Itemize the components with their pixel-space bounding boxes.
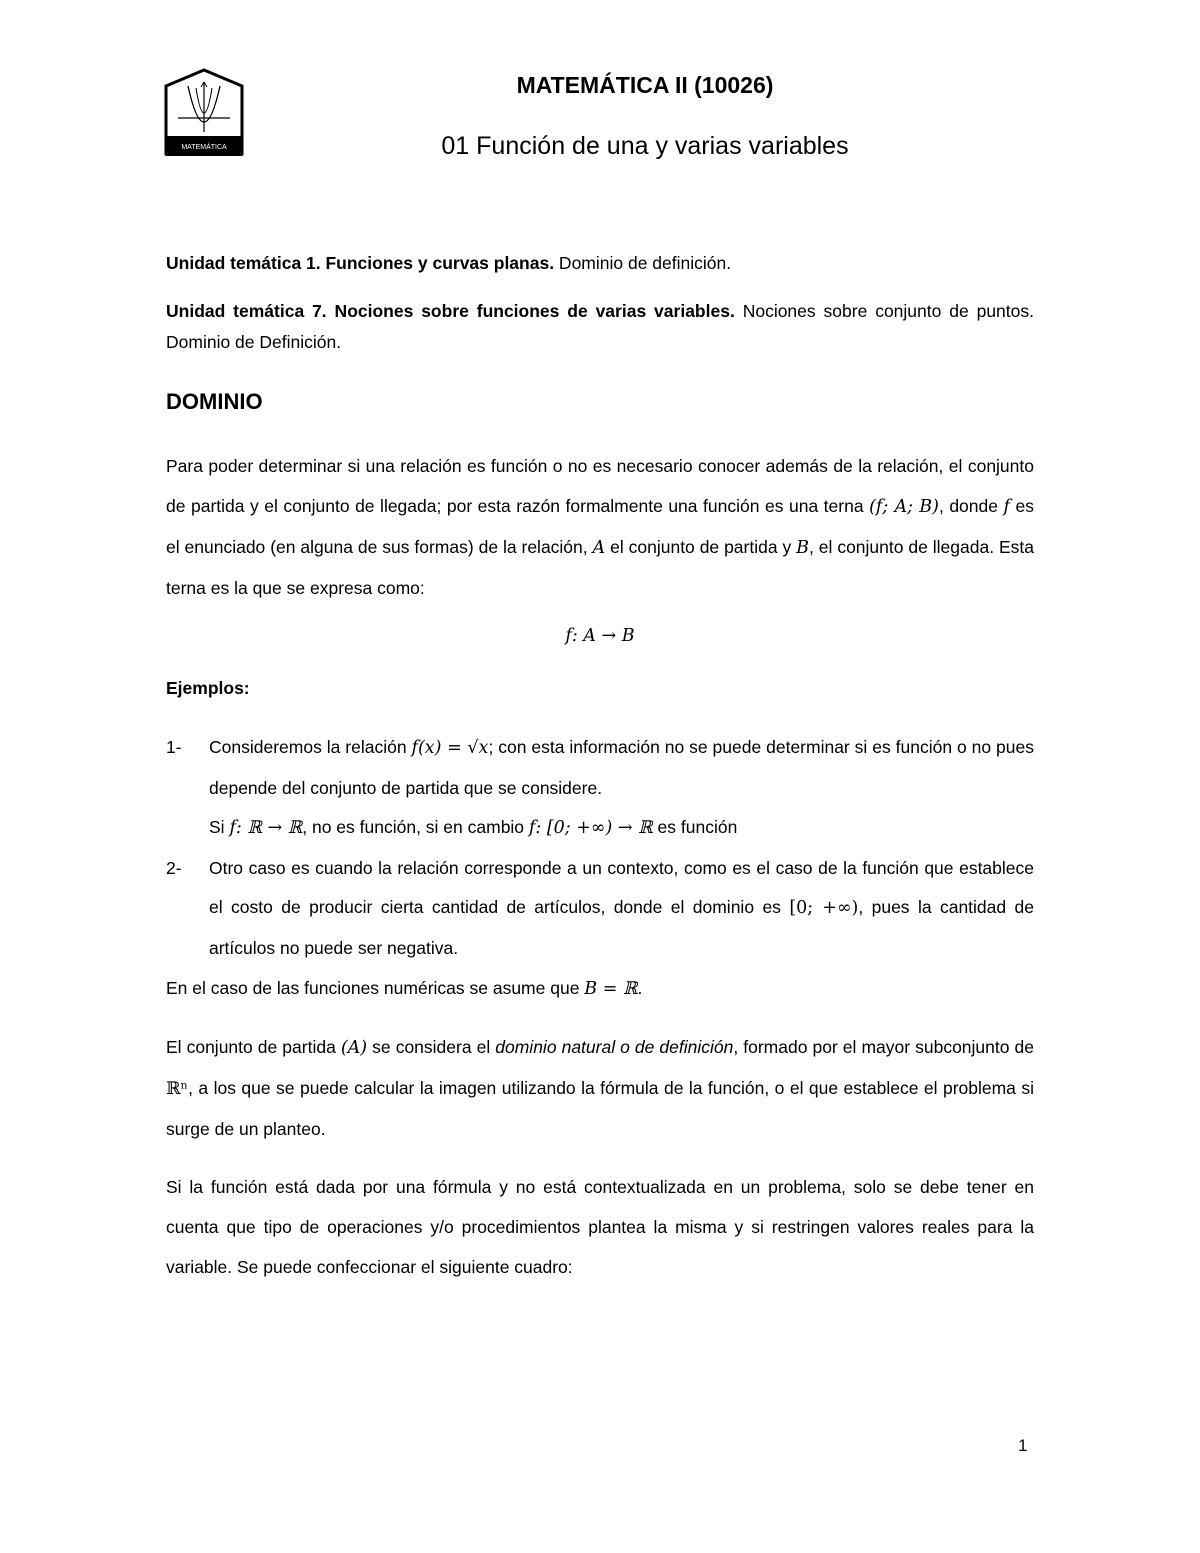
example-item-2 xyxy=(166,849,1034,969)
unit-1-title: Unidad temática 1. Funciones y curvas planas. xyxy=(166,253,555,273)
examples-title: Ejemplos: xyxy=(166,678,250,698)
unit-1-rest: Dominio de definición. xyxy=(554,253,732,273)
example-number: 2- xyxy=(166,857,182,878)
section-heading: DOMINIO xyxy=(166,389,263,414)
display-formula: f: A → B xyxy=(565,626,635,646)
example-text: Consideremos la relación f(x) = √x; con esta información no se puede determinar si es función o no pues depende del conjunto de partida que se considere. Si f: ℝ → ℝ, no es función, si en cambio f: [0; +∞) → ℝ es función xyxy=(209,737,1034,838)
numeric-note: En el caso de las funciones numéricas se asume que B = ℝ. xyxy=(166,978,643,999)
unit-7 xyxy=(166,296,1034,358)
intro-paragraph: Para poder determinar si una relación es función o no es necesario conocer además de la relación, el conjunto de partida y el conjunto de llegada; por esta razón formalmente una función es una terna (f; A; B), donde f es el enunciado (en alguna de sus formas) de la relación, A el conjunto de partida y B, el conjunto de llegada. Esta terna es la que se expresa como: xyxy=(166,456,1034,598)
example-item-1 xyxy=(166,728,1034,849)
matematica-logo-icon xyxy=(164,68,244,158)
unit-7-rest: Nociones sobre conjunto de puntos. Dominio de Definición. xyxy=(166,301,1034,352)
svg-text:MATEMÁTICA: MATEMÁTICA xyxy=(181,144,227,151)
document-subtitle: 01 Función de una y varias variables xyxy=(441,132,849,160)
domain-paragraph: El conjunto de partida (A) se considera el dominio natural o de definición, formado por el mayor subconjunto de ℝⁿ, a los que se puede calcular la imagen utilizando la fórmula de la función, o el que establece el problema si surge de un planteo. xyxy=(166,1037,1034,1139)
page-number: 1 xyxy=(1018,1436,1028,1455)
example-number: 1- xyxy=(166,737,182,757)
document-body xyxy=(166,248,1034,1287)
unit-7-title: Unidad temática 7. Nociones sobre funciones de varias variables. xyxy=(166,301,735,321)
last-paragraph: Si la función está dada por una fórmula y no está contextualizada en un problema, solo se debe tener en cuenta que tipo de operaciones y/o procedimientos plantea la misma y si restringen valores reales para la variable. Se puede confeccionar el siguiente cuadro: xyxy=(166,1177,1034,1277)
unit-1 xyxy=(166,248,1034,279)
document-title: MATEMÁTICA II (10026) xyxy=(516,72,774,98)
example-text: Otro caso es cuando la relación corresponde a un contexto, como es el caso de la función que establece el costo de producir cierta cantidad de artículos, donde el dominio es [0; +∞), pues la cantidad de artículos no puede ser negativa. xyxy=(209,857,1034,958)
